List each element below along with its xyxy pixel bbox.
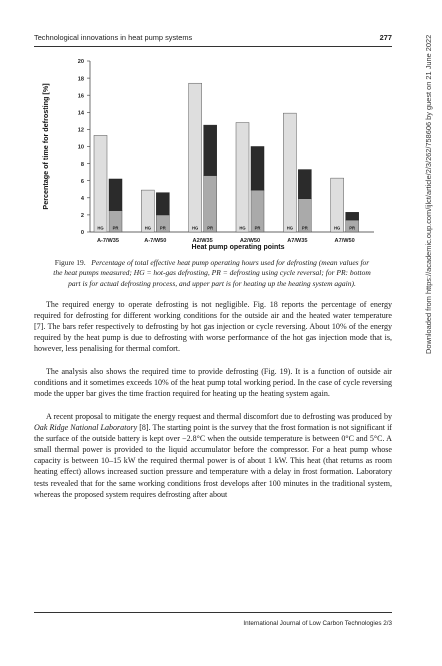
- bar-label-hg: HG: [97, 225, 104, 231]
- y-tick-label: 0: [80, 230, 84, 237]
- bars: [94, 83, 359, 232]
- bar-label-pr: PR: [301, 225, 308, 231]
- x-tick-label: A7/W50: [334, 238, 355, 244]
- y-tick-label: 14: [77, 110, 84, 117]
- bar-label-hg: HG: [192, 225, 199, 231]
- oak-ridge-lab-name: Oak Ridge National Laboratory: [34, 423, 138, 433]
- bar-label-hg: HG: [334, 225, 341, 231]
- x-tick-label: A2/W35: [192, 238, 213, 244]
- x-tick-label: A7/W35: [287, 238, 308, 244]
- body-paragraph-3-rest: [8]. The starting point is the survey that the frost formation is not significant if the surface of the outside battery is kept over −2.8°C when the outside temperature is between 0°C and 5°C. A small thermal power is provided to the liquid accumulator before the compressor. For a heat pump whose capacity is between 10–15 kW the required thermal power is of about 1 kW. This heat (that returns as room heating effect) allows increased suction pressure and temperature with a delay in frost formation. Laboratory tests revealed that for the same working conditions frost develops after 100 minutes in the traditional system, whereas the proposed system requires defrosting after about: [34, 423, 392, 499]
- y-tick-label: 6: [80, 178, 84, 185]
- defrost-time-bar-chart: [34, 52, 394, 252]
- journal-footer: International Journal of Low Carbon Technologies 2/3: [243, 620, 392, 627]
- bar-hg: [331, 178, 344, 232]
- body-paragraph-1: The required energy to operate defrosting is not negligible. Fig. 18 reports the percentage of energy required for defrosting for different working conditions for the outside air and the heated water temperature [7]. The bars refer respectively to defrosting by hot gas injection or cycle reversing. About 10% of the energy required by the heat pump is due to defrosting with worse performance of the hot gas injection mode that is, however, less penalising for thermal comfort.: [34, 300, 392, 354]
- bar-label-pr: PR: [254, 225, 261, 231]
- figure-caption: [50, 258, 374, 289]
- bar-pr-upper: [346, 212, 359, 220]
- bar-pr-upper: [251, 147, 264, 191]
- y-tick-label: 20: [77, 59, 84, 66]
- running-title: Technological innovations in heat pump systems: [34, 33, 193, 42]
- x-tick-label: A-7/W50: [144, 238, 167, 244]
- download-note-text: Downloaded from https://academic.oup.com/ijlct/article/2/3/262/758606 by guest on 21 June 2022: [424, 34, 433, 354]
- bar-label-hg: HG: [286, 225, 293, 231]
- bar-pr-upper: [298, 170, 311, 199]
- y-axis-title-text: Percentage of time for defrosting [%]: [41, 83, 50, 210]
- y-axis-title: [41, 83, 50, 209]
- bar-pr-upper: [204, 125, 217, 175]
- bar-label-hg: HG: [239, 225, 246, 231]
- y-tick-label: 4: [80, 196, 84, 202]
- footer-rule: [34, 612, 392, 613]
- bar-pr-upper: [156, 193, 169, 215]
- x-tick-label: A-7/W35: [96, 238, 120, 244]
- header-rule: [34, 46, 392, 47]
- bar-label-pr: PR: [159, 225, 166, 231]
- bar-hg: [94, 135, 107, 232]
- y-tick-label: 16: [77, 93, 84, 100]
- running-header: [34, 33, 392, 45]
- body-paragraph-2: The analysis also shows the required time to provide defrosting (Fig. 19). It is a function of outside air conditions and it sometimes exceeds 10% of the heat pump total working period. In the case of cycle reversing mode the upper bar gives the time fraction required for heating up the heating system again.: [34, 367, 392, 399]
- y-tick-label: 8: [80, 161, 84, 168]
- x-axis-title: Heat pump operating points: [191, 244, 285, 251]
- bar-label-hg: HG: [144, 225, 151, 231]
- y-tick-label: 12: [77, 127, 84, 134]
- bar-label-pr: PR: [349, 225, 356, 231]
- figure-caption-text: Percentage of total effective heat pump operating hours used for defrosting (mean values for the heat pumps measured; HG = hot-gas defrosting, PR = defrosting using cycle reversal; for PR: bottom part is for actual defrosting process, and upper part is for heating up the heating system again).: [53, 258, 371, 288]
- bar-hg: [283, 113, 296, 232]
- bar-pr-bottom: [204, 176, 217, 232]
- bar-label-pr: PR: [112, 225, 119, 231]
- x-tick-label: A2/W50: [239, 238, 261, 244]
- figure-label: Figure 19.: [54, 258, 86, 267]
- body-paragraph-3: [34, 411, 392, 500]
- y-tick-label: 10: [77, 144, 84, 151]
- y-tick-label: 18: [77, 76, 84, 83]
- body-paragraph-3-start: A recent proposal to mitigate the energy request and thermal discomfort due to defrosting was produced by: [46, 412, 392, 421]
- bar-label-pr: PR: [207, 225, 214, 231]
- page-number: 277: [379, 33, 392, 42]
- bar-hg: [236, 123, 249, 232]
- y-tick-label: 2: [80, 213, 84, 220]
- bar-pr-upper: [109, 179, 122, 211]
- bar-hg: [189, 83, 202, 232]
